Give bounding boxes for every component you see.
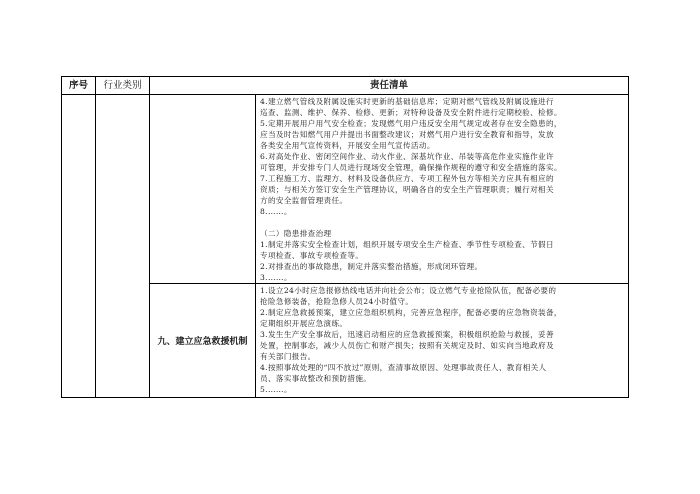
industry-cell xyxy=(96,95,150,398)
text-line: 5.定期开展用户用气安全检查；发现燃气用户违反安全用气规定或者存在安全隐患的， xyxy=(260,119,562,128)
text-line: 4.按照事故处理的“四不放过”原则，查清事故原因、处理事故责任人、教育相关人 xyxy=(260,363,547,372)
responsibility-cell xyxy=(256,284,629,398)
text-line: 3.发生生产安全事故后，迅速启动相应的应急救援预案，积极组织抢险与救援，妥善 xyxy=(260,330,554,339)
responsibility-text xyxy=(256,95,628,283)
text-line: 2.对排查出的事故隐患，制定并落实整治措施，形成闭环管理。 xyxy=(260,262,483,271)
text-line: 8.……。 xyxy=(260,207,292,216)
text-line: 定期组织开展应急演练。 xyxy=(260,319,348,328)
text-line: 7.工程施工方、监理方、材料及设备供应方、专项工程外包方等相关方应具有相应的 xyxy=(260,174,554,183)
seq-cell xyxy=(62,95,96,398)
text-line: 4.建立燃气管线及附属设施实时更新的基础信息库；定期对燃气管线及附属设施进行 xyxy=(260,97,554,106)
text-line: 1.制定并落实安全检查计划，组织开展专项安全生产检查、季节性专项检查、节假日 xyxy=(260,240,554,249)
header-list: 责任清单 xyxy=(150,77,629,95)
text-line: 资质；与相关方签订安全生产管理协议，明确各自的安全生产管理职责；履行对相关 xyxy=(260,185,554,194)
text-line: （二）隐患排查治理 xyxy=(260,229,332,238)
row-label: 九、建立应急救援机制 xyxy=(150,284,256,398)
text-line: 1.设立24小时应急报修热线电话并向社会公布；设立燃气专业抢险队伍，配备必要的 xyxy=(260,286,557,295)
text-line: 3.……。 xyxy=(260,273,292,282)
text-line: 应当及时告知燃气用户并提出书面整改建议；对燃气用户进行安全教育和指导，发放 xyxy=(260,130,554,139)
responsibility-text xyxy=(256,284,628,395)
text-line: 各类安全用气宣传资料，开展安全用气宣传活动。 xyxy=(260,141,435,150)
text-line: 员、落实事故整改和预防措施。 xyxy=(260,374,372,383)
header-seq: 序号 xyxy=(62,77,96,95)
text-line: 处置，控制事态，减少人员伤亡和财产损失；按照有关规定及时、如实向当地政府及 xyxy=(260,341,554,350)
text-line: 5.……。 xyxy=(260,385,292,394)
text-line: 巡查、监测、维护、保养、检修、更新；对特种设备及安全附件进行定期校验、检修。 xyxy=(260,108,562,117)
responsibility-table xyxy=(61,76,629,398)
text-line: 2.制定应急救援预案，建立应急组织机构，完善应急程序，配备必要的应急物资装备， xyxy=(260,308,562,317)
table-header-row xyxy=(62,77,629,95)
text-line: 6.对高处作业、密闭空间作业、动火作业、深基坑作业、吊装等高危作业实施作业许 xyxy=(260,152,554,161)
text-line: 有关部门报告。 xyxy=(260,352,316,361)
table-row xyxy=(62,95,629,284)
text-line: 抢险急修装备，抢险急修人员24小时值守。 xyxy=(260,297,414,306)
header-industry: 行业类别 xyxy=(96,77,150,95)
responsibility-cell xyxy=(256,95,629,284)
text-line: 方的安全监督管理责任。 xyxy=(260,196,348,205)
text-line: 可管理，并安排专门人员进行现场安全管理，确保操作规程的遵守和安全措施的落实。 xyxy=(260,163,562,172)
text-line: 专项检查、事故专项检查等。 xyxy=(260,251,364,260)
text-line xyxy=(260,217,624,228)
row-label xyxy=(150,95,256,284)
